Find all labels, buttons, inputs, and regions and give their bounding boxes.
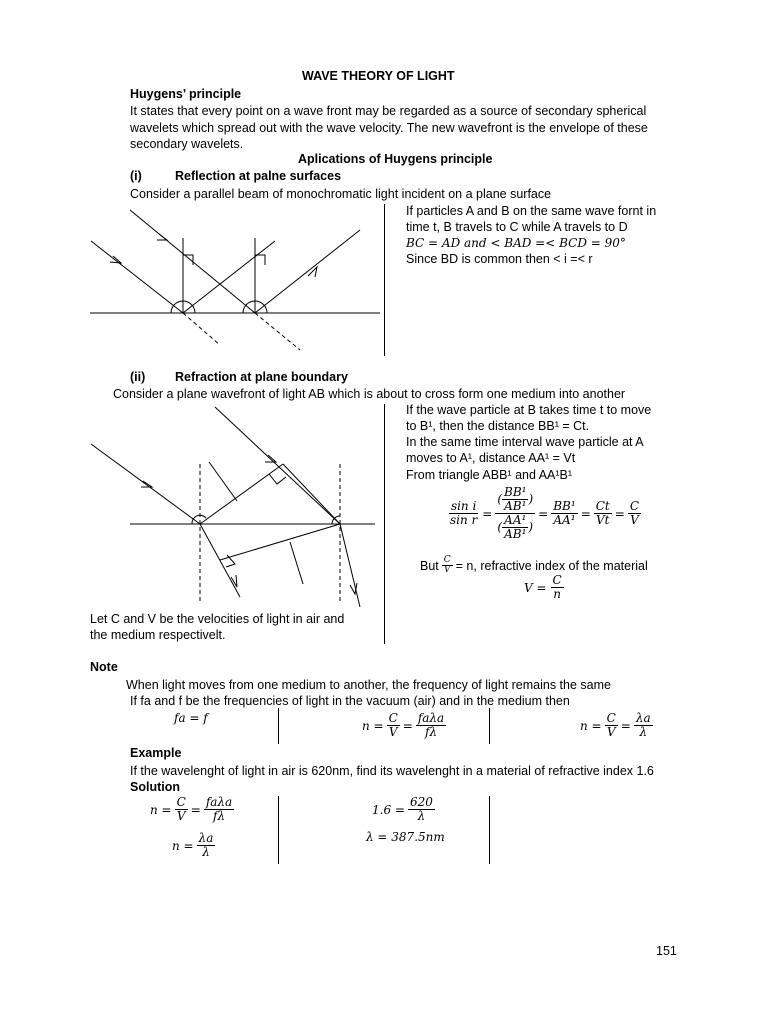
example-question: If the wavelenght of light in air is 620nm, find its wavelenght in a material of refractive index 1.6 xyxy=(130,764,654,778)
refraction-text-1: If the wave particle at B takes time t to move xyxy=(406,403,652,417)
wavelet-line xyxy=(290,542,303,584)
incident-ray-a xyxy=(91,444,200,524)
reflection-text-3: BC = AD and < BAD =< BCD = 90° xyxy=(406,236,626,250)
reflection-number: (i) xyxy=(130,169,142,183)
dashed-extension xyxy=(183,313,220,345)
refraction-text-3: In the same time interval wave particle at A xyxy=(406,435,644,449)
arrow-head xyxy=(350,583,357,594)
note-heading: Note xyxy=(90,660,118,674)
right-angle-mark xyxy=(183,255,193,265)
wavefront-a1b1 xyxy=(220,524,340,560)
reflection-text-2: time t, B travels to C while A travels to D xyxy=(406,220,628,234)
ratio-equation: $\frac{\text{sin i}}{\text{sin r}}$ = ( $\frac{\text{BB¹}}{\text{AB¹}}$ ) ( $\frac{\text{AA¹}}{\text{AB¹}}$ ) = $\frac{\text{BB¹}}{\text{AA¹}}$ = $\frac{Ct}{Vt}$ = $\frac{C}{V}$ xyxy=(450,485,640,541)
solution-divider-1 xyxy=(278,796,279,864)
right-angle-mark xyxy=(255,255,265,265)
index-equation-2: n = $\frac{C}{V}$ = $\frac{\lambda a}{\lambda}$ xyxy=(580,711,651,739)
solution-answer: λ = 387.5nm xyxy=(366,830,445,844)
velocity-note-2: the medium respectivelt. xyxy=(90,628,226,642)
refraction-number: (ii) xyxy=(130,370,146,384)
refracted-ray-a xyxy=(200,524,240,597)
dashed-extension xyxy=(255,313,300,350)
frequency-equation: fa = f xyxy=(174,711,208,725)
reflection-heading: Reflection at palne surfaces xyxy=(175,169,342,183)
refraction-text-4: moves to A¹, distance AA¹ = Vt xyxy=(406,451,576,465)
but-line: But $\frac{C}{V}$ = n, refractive index of the material xyxy=(420,555,648,575)
reflection-text-4: Since BD is common then < i =< r xyxy=(406,252,593,266)
note-divider-1 xyxy=(278,708,279,744)
reflection-intro: Consider a parallel beam of monochromatic light incident on a plane surface xyxy=(130,187,552,201)
refraction-text-2: to B¹, then the distance BB¹ = Ct. xyxy=(406,419,590,433)
velocity-equation: V = $\frac{C}{n}$ xyxy=(524,573,562,601)
solution-equation-1: n = $\frac{C}{V}$ = $\frac{\text{faλa}}{f\lambda}$ xyxy=(150,795,233,823)
page-title: WAVE THEORY OF LIGHT xyxy=(302,69,455,83)
huygens-text-1: It states that every point on a wave front may be regarded as a source of secondary spherical xyxy=(130,104,647,118)
applications-heading: Aplications of Huygens principle xyxy=(298,152,493,166)
solution-heading: Solution xyxy=(130,780,180,794)
note-text-2: If fa and f be the frequencies of light in the vacuum (air) and in the medium then xyxy=(130,694,570,708)
note-text-1: When light moves from one medium to another, the frequency of light remains the same xyxy=(126,678,611,692)
right-angle-mark xyxy=(269,474,286,484)
refracted-ray-b xyxy=(340,524,360,607)
wavelet-line xyxy=(209,462,237,501)
incident-ray-b xyxy=(215,407,340,524)
solution-equation-2: n = $\frac{\lambda a}{\lambda}$ xyxy=(172,831,214,859)
refraction-intro: Consider a plane wavefront of light AB which is about to cross form one medium into another xyxy=(113,387,626,401)
ray-segment xyxy=(283,464,340,524)
reflection-diagram xyxy=(85,205,385,355)
solution-equation-3: 1.6 = $\frac{620}{\lambda}$ xyxy=(372,795,433,823)
reflected-ray-2 xyxy=(255,230,360,313)
refraction-text-5: From triangle ABB¹ and AA¹B¹ xyxy=(406,468,573,482)
arrow-head xyxy=(308,267,317,277)
huygens-text-2: wavelets which spread out with the wave velocity. The new wavefront is the envelope of these xyxy=(130,121,648,135)
incident-ray-1 xyxy=(91,241,183,313)
refraction-heading: Refraction at plane boundary xyxy=(175,370,348,384)
wavefront-ab xyxy=(200,464,283,524)
example-heading: Example xyxy=(130,746,182,760)
refraction-diagram xyxy=(85,402,385,612)
solution-divider-2 xyxy=(489,796,490,864)
page-number: 151 xyxy=(656,944,677,958)
reflection-text-1: If particles A and B on the same wave fornt in xyxy=(406,204,657,218)
note-divider-2 xyxy=(489,708,490,744)
huygens-text-3: secondary wavelets. xyxy=(130,137,244,151)
index-equation-1: n = $\frac{C}{V}$ = $\frac{\text{faλa}}{f\lambda}$ xyxy=(362,711,445,739)
velocity-note-1: Let C and V be the velocities of light in air and xyxy=(90,612,345,626)
huygens-heading: Huygens’ principle xyxy=(130,87,242,101)
